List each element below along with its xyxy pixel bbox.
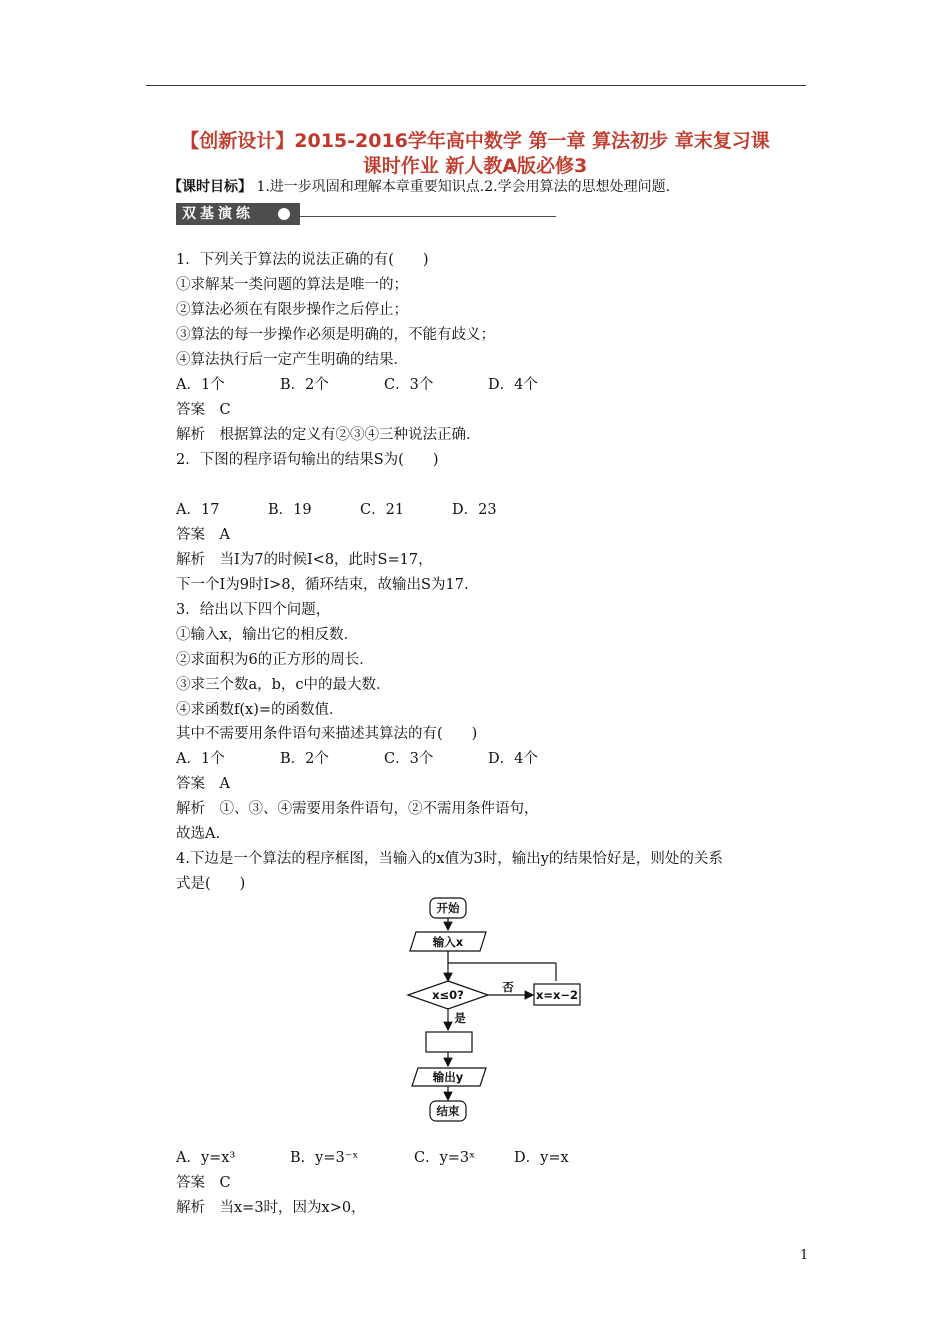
flow-output-label: 输出y bbox=[432, 1070, 464, 1084]
q3-problem-3: ③求三个数a，b，c中的最大数． bbox=[176, 677, 391, 693]
page-number: 1 bbox=[800, 1248, 809, 1263]
q3-problem-1: ①输入x，输出它的相反数． bbox=[176, 627, 359, 643]
q3-stem: 3．给出以下四个问题， bbox=[176, 602, 331, 618]
q4-option-d: D．y=x bbox=[514, 1150, 569, 1166]
flow-end-label: 结束 bbox=[436, 1104, 460, 1118]
q1-option-b: B．2个 bbox=[280, 377, 329, 393]
q1-option-a: A．1个 bbox=[176, 377, 225, 393]
q2-option-b: B．19 bbox=[268, 502, 312, 518]
flow-update-label: x=x−2 bbox=[535, 988, 579, 1002]
band-dot-icon bbox=[278, 208, 290, 220]
flow-start-label: 开始 bbox=[436, 901, 460, 915]
q2-analysis-2: 下一个I为9时I>8，循环结束，故输出S为17. bbox=[176, 577, 469, 593]
q4-option-a: A．y=x³ bbox=[176, 1150, 236, 1166]
flow-blank-box bbox=[426, 1032, 472, 1052]
q4-stem-1: 4.下边是一个算法的程序框图，当输入的x值为3时，输出y的结果恰好是，则处的关系 bbox=[176, 851, 723, 867]
flow-condition-label: x≤0? bbox=[432, 988, 464, 1002]
lesson-goal bbox=[168, 176, 670, 196]
header-rule bbox=[146, 85, 806, 86]
q1-answer: 答案 C bbox=[176, 402, 231, 418]
q2-answer: 答案 A bbox=[176, 527, 230, 543]
doc-title-line-1: 【创新设计】2015-2016学年高中数学 第一章 算法初步 章末复习课 bbox=[180, 130, 770, 152]
q3-option-d: D．4个 bbox=[488, 751, 538, 767]
q3-option-c: C．3个 bbox=[384, 751, 434, 767]
doc-title-line-2: 课时作业 新人教A版必修3 bbox=[362, 155, 588, 177]
section-band-label: 双基演练 bbox=[176, 203, 300, 225]
q4-option-b: B．y=3⁻ˣ bbox=[290, 1150, 359, 1166]
q1-analysis: 解析 根据算法的定义有②③④三种说法正确． bbox=[176, 427, 481, 443]
q1-stem: 1．下列关于算法的说法正确的有( ) bbox=[176, 252, 429, 268]
q2-stem: 2．下图的程序语句输出的结果S为( ) bbox=[176, 452, 439, 468]
q3-option-a: A．1个 bbox=[176, 751, 225, 767]
flowchart bbox=[400, 895, 600, 1125]
q1-option-c: C．3个 bbox=[384, 377, 434, 393]
q3-options bbox=[176, 749, 538, 769]
flow-no-label: 否 bbox=[502, 980, 514, 994]
q4-analysis: 解析 当x=3时，因为x>0， bbox=[176, 1200, 366, 1216]
q3-problem-2: ②求面积为6的正方形的周长． bbox=[176, 652, 374, 668]
q4-options bbox=[176, 1148, 569, 1168]
q2-option-c: C．21 bbox=[360, 502, 405, 518]
band-rule bbox=[300, 216, 556, 217]
q2-options bbox=[176, 500, 497, 520]
q1-option-d: D．4个 bbox=[488, 377, 538, 393]
lesson-goal-text: 1.进一步巩固和理解本章重要知识点.2.学会用算法的思想处理问题. bbox=[252, 179, 671, 195]
flow-yes-label: 是 bbox=[454, 1011, 466, 1025]
q3-answer: 答案 A bbox=[176, 776, 230, 792]
q1-statement-3: ③算法的每一步操作必须是明确的，不能有歧义； bbox=[176, 327, 495, 343]
q3-analysis-2: 故选A. bbox=[176, 826, 221, 842]
q4-answer: 答案 C bbox=[176, 1175, 231, 1191]
q1-statement-2: ②算法必须在有限步操作之后停止； bbox=[176, 302, 408, 318]
q2-option-a: A．17 bbox=[176, 502, 220, 518]
q3-analysis-1: 解析 ①、③、④需要用条件语句，②不需用条件语句， bbox=[176, 801, 539, 817]
flow-input-label: 输入x bbox=[432, 935, 464, 949]
q1-statement-1: ①求解某一类问题的算法是唯一的； bbox=[176, 277, 408, 293]
q3-question: 其中不需要用条件语句来描述其算法的有( ) bbox=[176, 726, 478, 742]
q3-option-b: B．2个 bbox=[280, 751, 329, 767]
section-band bbox=[176, 203, 556, 227]
q4-stem-2: 式是( ) bbox=[176, 876, 246, 892]
q1-options bbox=[176, 375, 538, 395]
q4-option-c: C．y=3ˣ bbox=[414, 1150, 476, 1166]
q2-analysis-1: 解析 当I为7的时候I<8，此时S=17， bbox=[176, 552, 433, 568]
lesson-goal-label: 【课时目标】 bbox=[168, 179, 252, 195]
q1-statement-4: ④算法执行后一定产生明确的结果． bbox=[176, 352, 408, 368]
q2-option-d: D．23 bbox=[452, 502, 497, 518]
q3-problem-4: ④求函数f(x)=的函数值． bbox=[176, 702, 344, 718]
